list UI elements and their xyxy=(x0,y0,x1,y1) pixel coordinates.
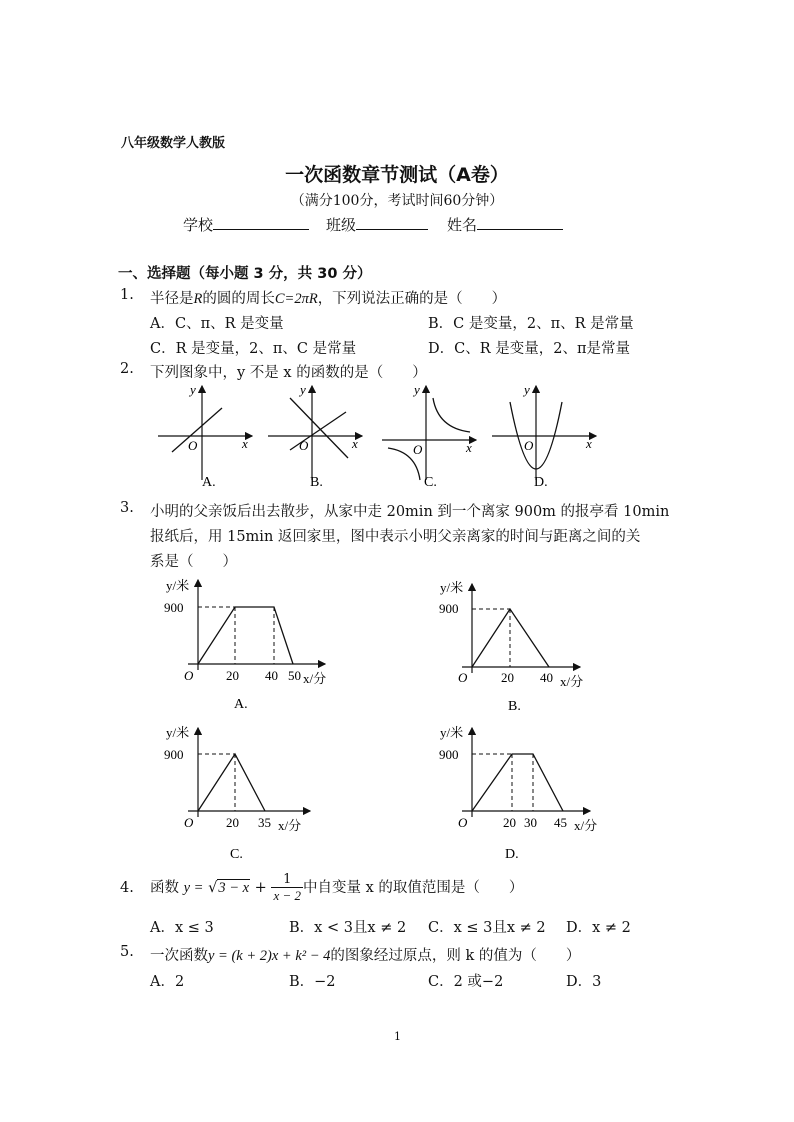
q2-label-d: D. xyxy=(534,475,548,490)
q3c-line xyxy=(198,754,265,811)
q3a-line xyxy=(198,607,293,664)
q3d-y-label: y/米 xyxy=(440,725,464,740)
q3a-origin: O xyxy=(184,668,194,683)
graph-c-y-label: y xyxy=(414,382,420,397)
q3a-ymax: 900 xyxy=(164,600,184,615)
q2-number: 2. xyxy=(120,361,134,377)
graph-b-x-label: x xyxy=(352,436,358,451)
q3-line3: 系是（ ） xyxy=(150,554,237,570)
graph-d-x-label: x xyxy=(586,436,592,451)
q4-option-c: C．x ≤ 3且x ≠ 2 xyxy=(428,920,546,936)
q3a-tick-50: 50 xyxy=(288,668,301,683)
class-blank xyxy=(356,215,428,230)
q4-fraction: $\frac{1}{x - 2}$ xyxy=(273,872,301,903)
q3-number: 3. xyxy=(120,500,134,516)
q5-number: 5. xyxy=(120,944,134,960)
graph-d-y-label: y xyxy=(524,382,530,397)
q3a-label: A. xyxy=(234,697,248,712)
section-1-heading: 一、选择题（每小题 3 分，共 30 分） xyxy=(118,266,372,282)
q2-label-b: B. xyxy=(310,475,323,490)
q5-option-d: D．3 xyxy=(566,974,602,990)
graph-a-origin: O xyxy=(188,438,198,453)
q1-option-b: B．C 是变量，2、π、R 是常量 xyxy=(428,316,634,332)
q5-option-a: A．2 xyxy=(150,974,185,990)
q3-graph-a xyxy=(164,578,326,712)
q3b-ymax: 900 xyxy=(439,601,459,616)
name-field xyxy=(447,214,563,235)
q4-option-b: B．x < 3且x ≠ 2 xyxy=(289,920,407,936)
q3c-x-label: x/分 xyxy=(278,818,302,833)
q3-graph-b xyxy=(439,580,583,714)
q3b-x-label: x/分 xyxy=(560,674,584,689)
q3d-tick-30: 30 xyxy=(524,815,537,830)
q3c-label: C. xyxy=(230,847,243,862)
class-field xyxy=(326,214,428,235)
graph-c-origin: O xyxy=(413,442,423,457)
school-blank xyxy=(213,215,309,230)
q3c-tick-35: 35 xyxy=(258,815,271,830)
q3b-tick-20: 20 xyxy=(501,670,514,685)
q3d-origin: O xyxy=(458,815,468,830)
q3d-tick-45: 45 xyxy=(554,815,567,830)
doc-header: 八年级数学人教版 xyxy=(121,136,226,151)
q4-option-d: D．x ≠ 2 xyxy=(566,920,631,936)
q3d-tick-20: 20 xyxy=(503,815,516,830)
q3-graph-c xyxy=(164,725,310,862)
q3-line2: 报纸后，用 15min 返回家里，图中表示小明父亲离家的时间与距离之间的关 xyxy=(150,529,641,545)
graph-c-x-label: x xyxy=(466,440,472,455)
page-number: 1 xyxy=(394,1030,401,1043)
q3b-y-label: y/米 xyxy=(440,580,464,595)
q3b-label: B. xyxy=(508,699,521,714)
q3a-x-label: x/分 xyxy=(303,671,327,686)
q3d-ymax: 900 xyxy=(439,747,459,762)
name-label: 姓名 xyxy=(447,216,478,234)
q5-option-b: B．−2 xyxy=(289,974,336,990)
q2-label-c: C. xyxy=(424,475,437,490)
graph-c-curve-upper xyxy=(433,398,470,432)
name-blank xyxy=(477,215,563,230)
page-title: 一次函数章节测试（A卷） xyxy=(285,164,509,186)
q3a-y-label: y/米 xyxy=(166,578,190,593)
q4-number: 4. xyxy=(120,880,134,896)
school-label: 学校 xyxy=(183,216,214,234)
q1-stem: 半径是R的圆的周长C=2πR，下列说法正确的是（ ） xyxy=(150,291,507,307)
q2-graph-c xyxy=(382,382,476,490)
q5-stem: 一次函数y = (k + 2)x + k² − 4的图象经过原点，则 k 的值为（ ） xyxy=(150,948,581,964)
graph-a-y-label: y xyxy=(190,382,196,397)
q3a-tick-20: 20 xyxy=(226,668,239,683)
graph-b-origin: O xyxy=(299,438,309,453)
graph-d-origin: O xyxy=(524,438,534,453)
q3d-x-label: x/分 xyxy=(574,818,598,833)
q2-graph-d xyxy=(492,382,596,490)
q3b-origin: O xyxy=(458,670,468,685)
q4-stem: 函数 y = √3 − x + $\frac{1}{x - 2}$ 中自变量 x 的取值范围是（ ） xyxy=(150,872,524,903)
q1-option-d: D．C、R 是变量，2、π是常量 xyxy=(428,341,631,357)
q3c-tick-20: 20 xyxy=(226,815,239,830)
q2-label-a: A. xyxy=(202,475,216,490)
q3-graphs xyxy=(150,570,620,870)
q1-option-c: C．R 是变量，2、π、C 是常量 xyxy=(150,341,357,357)
graph-a-x-label: x xyxy=(242,436,248,451)
q3c-y-label: y/米 xyxy=(166,725,190,740)
q3c-ymax: 900 xyxy=(164,747,184,762)
q1-option-a: A．C、π、R 是变量 xyxy=(150,316,284,332)
q3d-line xyxy=(472,754,563,811)
q3b-tick-40: 40 xyxy=(540,670,553,685)
q3c-origin: O xyxy=(184,815,194,830)
class-label: 班级 xyxy=(326,216,357,234)
q3-line1: 小明的父亲饭后出去散步，从家中走 20min 到一个离家 900m 的报亭看 10min xyxy=(150,504,670,520)
school-field xyxy=(183,214,309,235)
q3d-label: D. xyxy=(505,847,519,862)
q3-graph-d xyxy=(439,725,597,862)
page-subtitle: （满分100分，考试时间60分钟） xyxy=(290,193,504,209)
q3a-tick-40: 40 xyxy=(265,668,278,683)
q2-graph-b xyxy=(268,382,362,490)
q2-graphs xyxy=(150,380,620,492)
graph-b-y-label: y xyxy=(300,382,306,397)
q2-stem: 下列图象中，y 不是 x 的函数的是（ ） xyxy=(150,365,427,381)
q4-option-a: A．x ≤ 3 xyxy=(150,920,214,936)
q1-number: 1. xyxy=(120,287,134,303)
q5-option-c: C．2 或−2 xyxy=(428,974,504,990)
q2-graph-a xyxy=(158,382,252,490)
